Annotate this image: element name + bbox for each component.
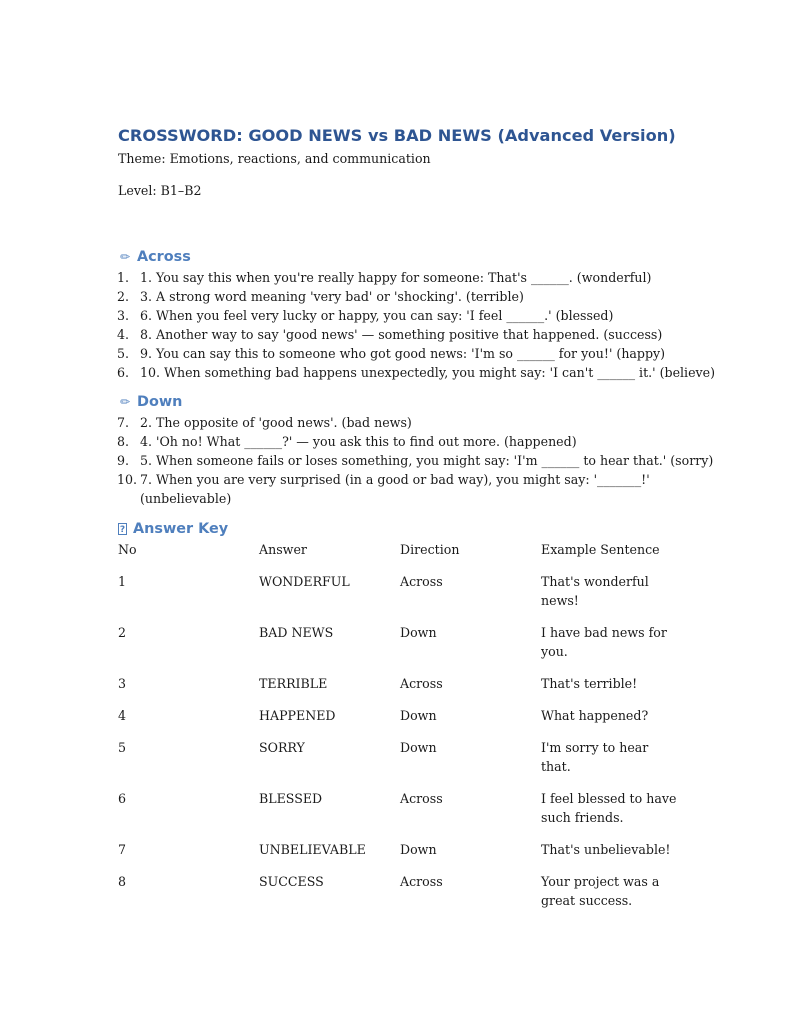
cell-direction: Down <box>400 842 437 857</box>
list-number: 8. <box>117 434 130 449</box>
document-page <box>117 124 716 923</box>
pencil-icon: ✏ <box>119 250 131 264</box>
cell-sentence: That's terrible! <box>541 676 638 691</box>
list-number: 1. <box>117 270 130 285</box>
list-item <box>118 470 678 508</box>
cell-no: 3 <box>118 676 127 691</box>
cell-answer: BAD NEWS <box>259 625 334 640</box>
column-header-direction: Direction <box>400 542 460 557</box>
list-number: 7. <box>117 415 130 430</box>
column-header-answer: Answer <box>259 542 307 557</box>
column-header-example-sentence: Example Sentence <box>541 542 660 557</box>
cell-direction: Down <box>400 708 437 723</box>
cell-sentence: I have bad news for you. <box>541 625 667 659</box>
cell-direction: Down <box>400 740 437 755</box>
list-item <box>118 413 678 432</box>
document-title: CROSSWORD: GOOD NEWS vs BAD NEWS (Advanced Version) <box>118 126 676 145</box>
cell-answer: TERRIBLE <box>259 676 328 691</box>
table-row <box>118 572 678 623</box>
clue-text: 5. When someone fails or loses something, you might say: 'I'm ______ to hear that.' (sorry) <box>140 453 714 468</box>
cell-answer: BLESSED <box>259 791 323 806</box>
list-number: 2. <box>117 289 130 304</box>
clue-text: 10. When something bad happens unexpectedly, you might say: 'I can't ______ it.' (believe) <box>140 365 716 380</box>
answer-key-heading-label: Answer Key <box>133 521 229 537</box>
across-heading <box>118 247 678 267</box>
missing-glyph-icon: ? <box>119 525 126 535</box>
clue-text: 4. 'Oh no! What ______?' — you ask this to find out more. (happened) <box>140 434 577 449</box>
cell-no: 5 <box>118 740 127 755</box>
table-row <box>118 840 678 872</box>
clue-text: 6. When you feel very lucky or happy, you can say: 'I feel ______.' (blessed) <box>140 308 614 323</box>
list-item <box>118 306 678 325</box>
cell-direction: Across <box>400 676 443 691</box>
answer-key-table <box>118 540 678 923</box>
cell-sentence: I feel blessed to have such friends. <box>541 791 677 825</box>
down-heading-label: Down <box>137 394 183 410</box>
clue-text: 2. The opposite of 'good news'. (bad news) <box>140 415 412 430</box>
clue-text: 1. You say this when you're really happy for someone: That's ______. (wonderful) <box>140 270 652 285</box>
list-item <box>117 363 716 382</box>
down-clue-list <box>117 413 714 508</box>
cell-sentence: I'm sorry to hear that. <box>541 740 649 774</box>
table-row <box>118 872 678 923</box>
table-row <box>118 789 678 840</box>
cell-sentence: What happened? <box>541 708 649 723</box>
list-item <box>118 325 678 344</box>
cell-sentence: That's wonderful news! <box>541 574 649 608</box>
list-item <box>118 344 678 363</box>
list-item <box>118 432 678 451</box>
cell-no: 7 <box>118 842 127 857</box>
down-heading <box>118 392 678 412</box>
table-row <box>118 706 678 738</box>
table-row <box>118 738 678 789</box>
cell-direction: Across <box>400 574 443 589</box>
list-number: 9. <box>117 453 130 468</box>
level-line: Level: B1–B2 <box>118 183 202 198</box>
cell-no: 4 <box>118 708 127 723</box>
cell-direction: Across <box>400 791 443 806</box>
answer-key-heading <box>118 519 678 539</box>
clue-text: 7. When you are very surprised (in a good or bad way), you might say: '_______!' (unbelievable) <box>140 472 650 506</box>
cell-direction: Across <box>400 874 443 889</box>
table-row <box>118 623 678 674</box>
cell-direction: Down <box>400 625 437 640</box>
pencil-icon: ✏ <box>119 395 131 409</box>
table-row <box>118 674 678 706</box>
list-number: 6. <box>117 365 130 380</box>
across-heading-label: Across <box>137 249 191 265</box>
list-number: 10. <box>117 472 138 487</box>
cell-sentence: That's unbelievable! <box>541 842 671 857</box>
list-number: 3. <box>117 308 130 323</box>
cell-no: 2 <box>118 625 127 640</box>
list-number: 4. <box>117 327 130 342</box>
cell-answer: WONDERFUL <box>259 574 350 589</box>
clue-text: 8. Another way to say 'good news' — something positive that happened. (success) <box>140 327 663 342</box>
list-item <box>117 451 714 470</box>
cell-no: 1 <box>118 574 127 589</box>
list-item <box>118 287 678 306</box>
cell-answer: HAPPENED <box>259 708 336 723</box>
table-header-row <box>118 540 678 572</box>
cell-answer: SUCCESS <box>259 874 324 889</box>
cell-answer: UNBELIEVABLE <box>259 842 366 857</box>
across-clue-list <box>117 268 716 382</box>
theme-line: Theme: Emotions, reactions, and communication <box>118 151 431 166</box>
cell-no: 8 <box>118 874 127 889</box>
list-number: 5. <box>117 346 130 361</box>
list-item <box>118 268 678 287</box>
clue-text: 3. A strong word meaning 'very bad' or 'shocking'. (terrible) <box>140 289 524 304</box>
column-header-no: No <box>118 542 137 557</box>
clue-text: 9. You can say this to someone who got good news: 'I'm so ______ for you!' (happy) <box>140 346 666 361</box>
cell-sentence: Your project was a great success. <box>541 874 660 908</box>
cell-no: 6 <box>118 791 127 806</box>
cell-answer: SORRY <box>259 740 305 755</box>
